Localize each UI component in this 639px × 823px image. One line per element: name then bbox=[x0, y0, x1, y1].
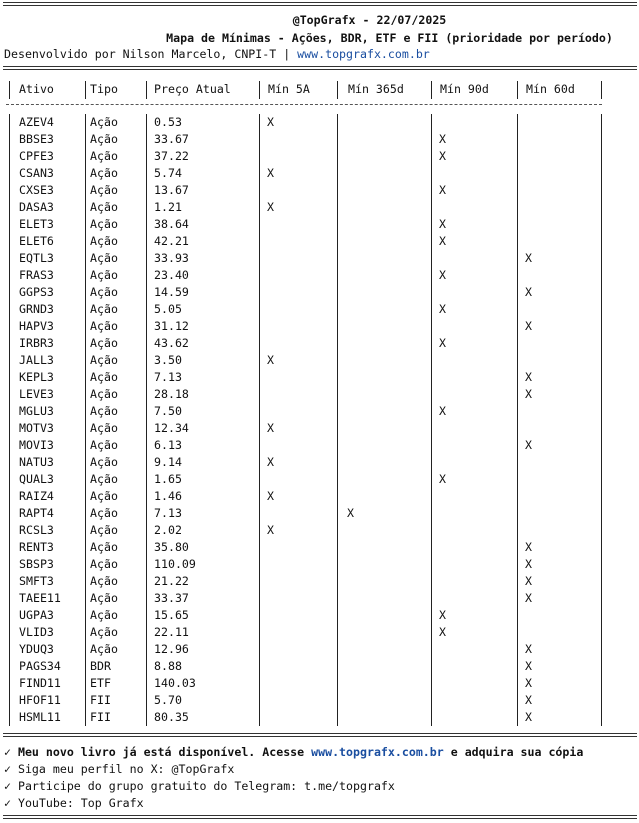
ticker-cell: SBSP3 bbox=[19, 557, 54, 571]
price-cell: 38.64 bbox=[154, 217, 189, 231]
ticker-cell: BBSE3 bbox=[19, 132, 54, 146]
type-cell: Ação bbox=[90, 217, 118, 231]
top-rule bbox=[3, 2, 637, 6]
ticker-cell: FIND11 bbox=[19, 676, 61, 690]
ticker-cell: GGPS3 bbox=[19, 285, 54, 299]
ticker-cell: CSAN3 bbox=[19, 166, 54, 180]
ticker-cell: ELET6 bbox=[19, 234, 54, 248]
column-divider bbox=[431, 81, 432, 99]
ticker-cell: RENT3 bbox=[19, 540, 54, 554]
mark-min-60d: X bbox=[525, 319, 532, 333]
ticker-cell: EQTL3 bbox=[19, 251, 54, 265]
column-divider bbox=[259, 81, 260, 99]
book-suffix: e adquira sua cópia bbox=[443, 745, 584, 759]
mark-min-90d: X bbox=[439, 217, 446, 231]
type-cell: Ação bbox=[90, 268, 118, 282]
footer-rule bbox=[3, 733, 637, 737]
column-divider bbox=[601, 81, 602, 99]
mark-min-60d: X bbox=[525, 693, 532, 707]
type-cell: Ação bbox=[90, 625, 118, 639]
mark-min-60d: X bbox=[525, 251, 532, 265]
mark-min-90d: X bbox=[439, 302, 446, 316]
mark-min-90d: X bbox=[439, 183, 446, 197]
mark-min-90d: X bbox=[439, 625, 446, 639]
ticker-cell: HSML11 bbox=[19, 710, 61, 724]
price-cell: 7.13 bbox=[154, 506, 182, 520]
column-header: Mín 60d bbox=[526, 82, 575, 96]
header-separator bbox=[6, 104, 602, 105]
type-cell: Ação bbox=[90, 387, 118, 401]
price-cell: 2.02 bbox=[154, 523, 182, 537]
price-cell: 35.80 bbox=[154, 540, 189, 554]
type-cell: Ação bbox=[90, 370, 118, 384]
column-header: Ativo bbox=[19, 82, 54, 96]
ticker-cell: ELET3 bbox=[19, 217, 54, 231]
ticker-cell: MGLU3 bbox=[19, 404, 54, 418]
price-cell: 5.70 bbox=[154, 693, 182, 707]
ticker-cell: UGPA3 bbox=[19, 608, 54, 622]
type-cell: FII bbox=[90, 710, 111, 724]
type-cell: Ação bbox=[90, 183, 118, 197]
mark-min-5a: X bbox=[267, 353, 274, 367]
handle-date: @TopGrafx - 22/07/2025 bbox=[292, 13, 447, 27]
price-cell: 15.65 bbox=[154, 608, 189, 622]
price-cell: 110.09 bbox=[154, 557, 196, 571]
ticker-cell: TAEE11 bbox=[19, 591, 61, 605]
ticker-cell: IRBR3 bbox=[19, 336, 54, 350]
ticker-cell: AZEV4 bbox=[19, 115, 54, 129]
column-divider bbox=[431, 114, 432, 726]
price-cell: 42.21 bbox=[154, 234, 189, 248]
ticker-cell: JALL3 bbox=[19, 353, 54, 367]
column-divider bbox=[9, 81, 10, 99]
column-divider bbox=[9, 114, 10, 726]
ticker-cell: RCSL3 bbox=[19, 523, 54, 537]
ticker-cell: MOVI3 bbox=[19, 438, 54, 452]
type-cell: Ação bbox=[90, 506, 118, 520]
footer-line-x: ✓ Siga meu perfil no X: @TopGrafx bbox=[4, 762, 235, 776]
type-cell: Ação bbox=[90, 404, 118, 418]
price-cell: 1.21 bbox=[154, 200, 182, 214]
column-divider bbox=[85, 81, 86, 99]
ticker-cell: NATU3 bbox=[19, 455, 54, 469]
type-cell: Ação bbox=[90, 319, 118, 333]
ticker-cell: MOTV3 bbox=[19, 421, 54, 435]
mark-min-365d: X bbox=[347, 506, 354, 520]
type-cell: Ação bbox=[90, 642, 118, 656]
type-cell: Ação bbox=[90, 149, 118, 163]
price-cell: 140.03 bbox=[154, 676, 196, 690]
type-cell: FII bbox=[90, 693, 111, 707]
column-divider bbox=[259, 114, 260, 726]
column-divider bbox=[146, 114, 147, 726]
price-cell: 33.37 bbox=[154, 591, 189, 605]
mark-min-90d: X bbox=[439, 268, 446, 282]
type-cell: Ação bbox=[90, 302, 118, 316]
book-link[interactable]: www.topgrafx.com.br bbox=[311, 745, 444, 759]
mark-min-5a: X bbox=[267, 489, 274, 503]
price-cell: 1.65 bbox=[154, 472, 182, 486]
price-cell: 3.50 bbox=[154, 353, 182, 367]
mark-min-5a: X bbox=[267, 200, 274, 214]
book-text: ✓ Meu novo livro já está disponível. Acesse bbox=[4, 745, 312, 759]
column-divider bbox=[146, 81, 147, 99]
type-cell: Ação bbox=[90, 472, 118, 486]
price-cell: 37.22 bbox=[154, 149, 189, 163]
price-cell: 8.88 bbox=[154, 659, 182, 673]
mark-min-60d: X bbox=[525, 659, 532, 673]
column-header: Mín 365d bbox=[348, 82, 404, 96]
mark-min-5a: X bbox=[267, 115, 274, 129]
column-header: Tipo bbox=[90, 82, 118, 96]
price-cell: 14.59 bbox=[154, 285, 189, 299]
price-cell: 43.62 bbox=[154, 336, 189, 350]
price-cell: 9.14 bbox=[154, 455, 182, 469]
ticker-cell: HAPV3 bbox=[19, 319, 54, 333]
type-cell: Ação bbox=[90, 200, 118, 214]
page-title: Mapa de Mínimas - Ações, BDR, ETF e FII (prioridade por período) bbox=[166, 31, 613, 45]
type-cell: Ação bbox=[90, 574, 118, 588]
column-divider bbox=[337, 114, 338, 726]
price-cell: 12.96 bbox=[154, 642, 189, 656]
price-cell: 1.46 bbox=[154, 489, 182, 503]
mark-min-60d: X bbox=[525, 591, 532, 605]
type-cell: Ação bbox=[90, 115, 118, 129]
mark-min-60d: X bbox=[525, 710, 532, 724]
ticker-cell: SMFT3 bbox=[19, 574, 54, 588]
price-cell: 31.12 bbox=[154, 319, 189, 333]
mark-min-60d: X bbox=[525, 438, 532, 452]
price-cell: 5.74 bbox=[154, 166, 182, 180]
column-header: Mín 90d bbox=[440, 82, 489, 96]
price-cell: 80.35 bbox=[154, 710, 189, 724]
footer-line-telegram: ✓ Participe do grupo gratuito do Telegram: t.me/topgrafx bbox=[4, 779, 395, 793]
ticker-cell: KEPL3 bbox=[19, 370, 54, 384]
type-cell: Ação bbox=[90, 489, 118, 503]
mark-min-60d: X bbox=[525, 642, 532, 656]
price-cell: 7.13 bbox=[154, 370, 182, 384]
column-divider bbox=[517, 114, 518, 726]
price-cell: 21.22 bbox=[154, 574, 189, 588]
ticker-cell: DASA3 bbox=[19, 200, 54, 214]
price-cell: 12.34 bbox=[154, 421, 189, 435]
type-cell: Ação bbox=[90, 251, 118, 265]
mark-min-60d: X bbox=[525, 285, 532, 299]
type-cell: Ação bbox=[90, 234, 118, 248]
price-cell: 33.67 bbox=[154, 132, 189, 146]
type-cell: Ação bbox=[90, 438, 118, 452]
type-cell: Ação bbox=[90, 132, 118, 146]
mark-min-60d: X bbox=[525, 557, 532, 571]
column-divider bbox=[337, 81, 338, 99]
type-cell: Ação bbox=[90, 336, 118, 350]
mark-min-90d: X bbox=[439, 234, 446, 248]
mark-min-90d: X bbox=[439, 149, 446, 163]
type-cell: Ação bbox=[90, 591, 118, 605]
column-divider bbox=[85, 114, 86, 726]
ticker-cell: CPFE3 bbox=[19, 149, 54, 163]
ticker-cell: LEVE3 bbox=[19, 387, 54, 401]
price-cell: 33.93 bbox=[154, 251, 189, 265]
price-cell: 22.11 bbox=[154, 625, 189, 639]
mark-min-90d: X bbox=[439, 132, 446, 146]
column-divider bbox=[517, 81, 518, 99]
type-cell: Ação bbox=[90, 608, 118, 622]
ticker-cell: CXSE3 bbox=[19, 183, 54, 197]
mark-min-5a: X bbox=[267, 421, 274, 435]
header-rule bbox=[3, 66, 637, 70]
bottom-rule bbox=[3, 815, 637, 819]
mark-min-60d: X bbox=[525, 676, 532, 690]
price-cell: 28.18 bbox=[154, 387, 189, 401]
footer-line-book bbox=[4, 745, 583, 759]
ticker-cell: HFOF11 bbox=[19, 693, 61, 707]
mark-min-90d: X bbox=[439, 472, 446, 486]
price-cell: 13.67 bbox=[154, 183, 189, 197]
type-cell: Ação bbox=[90, 353, 118, 367]
type-cell: Ação bbox=[90, 523, 118, 537]
ticker-cell: PAGS34 bbox=[19, 659, 61, 673]
type-cell: Ação bbox=[90, 455, 118, 469]
credit-link[interactable]: www.topgrafx.com.br bbox=[297, 47, 430, 61]
type-cell: BDR bbox=[90, 659, 111, 673]
mark-min-5a: X bbox=[267, 166, 274, 180]
ticker-cell: RAPT4 bbox=[19, 506, 54, 520]
type-cell: Ação bbox=[90, 540, 118, 554]
type-cell: Ação bbox=[90, 285, 118, 299]
ticker-cell: GRND3 bbox=[19, 302, 54, 316]
type-cell: ETF bbox=[90, 676, 111, 690]
footer-line-youtube: ✓ YouTube: Top Grafx bbox=[4, 796, 144, 810]
ticker-cell: VLID3 bbox=[19, 625, 54, 639]
mark-min-90d: X bbox=[439, 608, 446, 622]
mark-min-90d: X bbox=[439, 404, 446, 418]
type-cell: Ação bbox=[90, 557, 118, 571]
price-cell: 5.05 bbox=[154, 302, 182, 316]
mark-min-60d: X bbox=[525, 370, 532, 384]
column-header: Preço Atual bbox=[154, 82, 231, 96]
price-cell: 6.13 bbox=[154, 438, 182, 452]
type-cell: Ação bbox=[90, 166, 118, 180]
credit-line bbox=[4, 47, 430, 61]
type-cell: Ação bbox=[90, 421, 118, 435]
ticker-cell: FRAS3 bbox=[19, 268, 54, 282]
mark-min-90d: X bbox=[439, 336, 446, 350]
mark-min-60d: X bbox=[525, 574, 532, 588]
ticker-cell: QUAL3 bbox=[19, 472, 54, 486]
mark-min-60d: X bbox=[525, 387, 532, 401]
column-divider bbox=[601, 114, 602, 726]
ticker-cell: RAIZ4 bbox=[19, 489, 54, 503]
mark-min-60d: X bbox=[525, 540, 532, 554]
price-cell: 0.53 bbox=[154, 115, 182, 129]
mark-min-5a: X bbox=[267, 455, 274, 469]
price-cell: 7.50 bbox=[154, 404, 182, 418]
ticker-cell: YDUQ3 bbox=[19, 642, 54, 656]
credit-text: Desenvolvido por Nilson Marcelo, CNPI-T | bbox=[4, 47, 298, 61]
column-header: Mín 5A bbox=[268, 82, 310, 96]
price-cell: 23.40 bbox=[154, 268, 189, 282]
mark-min-5a: X bbox=[267, 523, 274, 537]
